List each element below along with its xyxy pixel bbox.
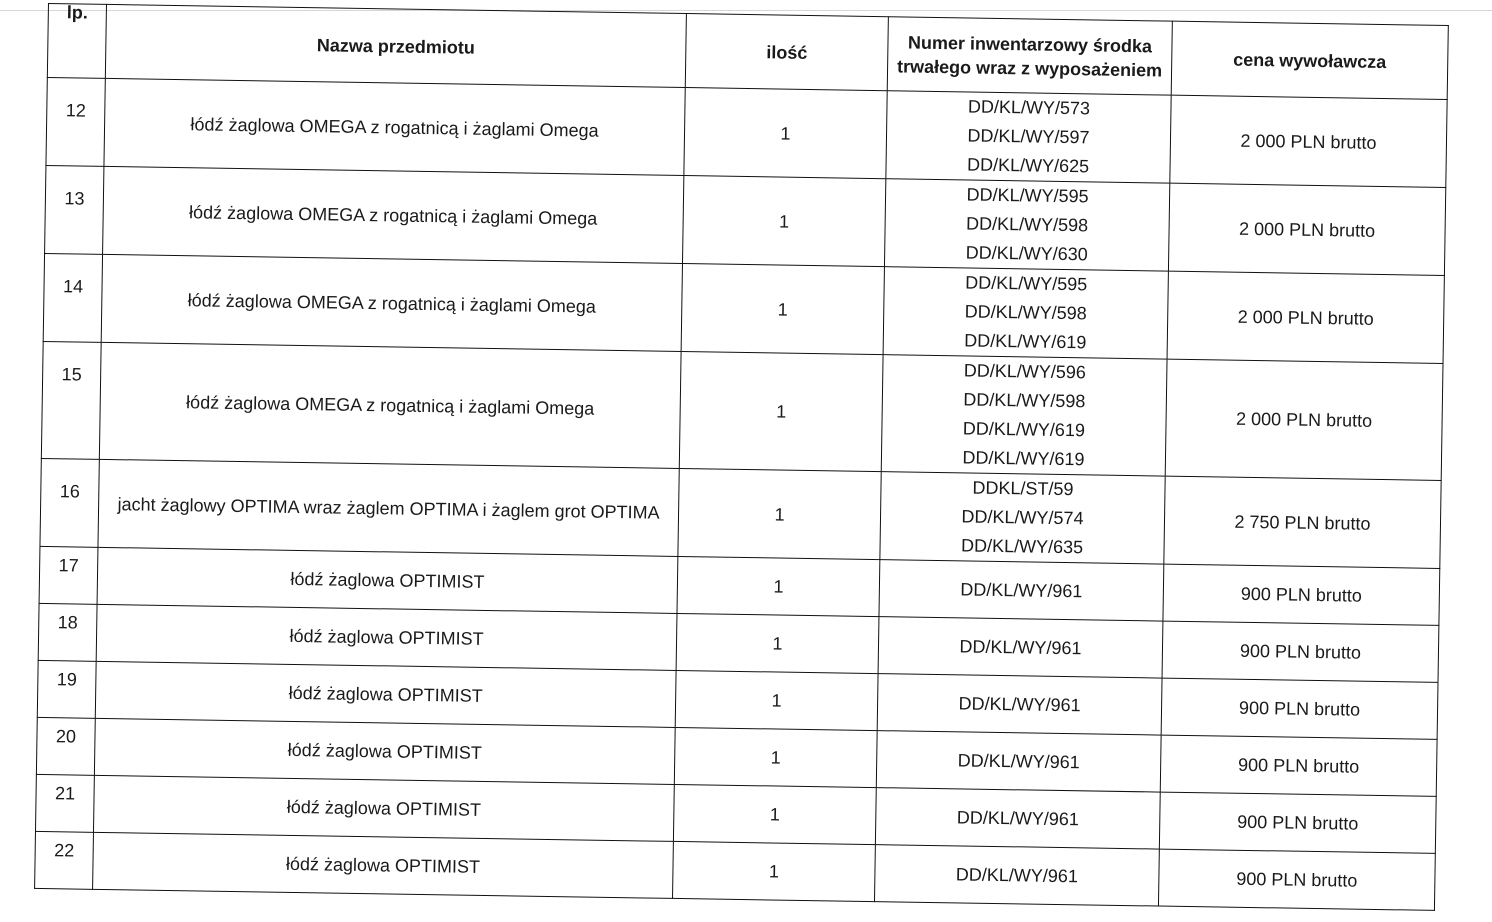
row-inventory-numbers [879,560,1164,621]
row-quantity: 1 [675,670,878,730]
inventory-number: DD/KL/WY/619 [962,418,1086,441]
inventory-number: DD/KL/WY/961 [957,749,1080,772]
row-starting-price: 2 000 PLN brutto [1170,95,1447,187]
row-starting-price: 900 PLN brutto [1158,849,1435,910]
inventory-number: DDKL/ST/59 [972,477,1074,500]
inventory-number: DD/KL/WY/598 [965,213,1089,236]
row-quantity: 1 [673,841,876,901]
row-inventory-numbers [884,179,1169,271]
row-quantity: 1 [684,88,887,179]
row-starting-price: 900 PLN brutto [1162,621,1439,682]
row-quantity: 1 [679,351,883,471]
header-lp: lp. [47,4,106,79]
row-starting-price: 900 PLN brutto [1160,735,1437,796]
row-starting-price: 2 000 PLN brutto [1165,359,1443,480]
inventory-number: DD/KL/WY/635 [960,535,1084,558]
row-quantity: 1 [673,784,876,844]
row-item-name: łódź żaglowa OPTIMIST [95,661,676,727]
header-quantity: ilość [685,14,888,91]
row-lp: 19 [37,660,96,718]
row-lp: 12 [46,77,105,166]
row-quantity: 1 [674,727,877,787]
row-quantity: 1 [678,468,881,559]
inventory-number: DD/KL/WY/595 [965,272,1088,295]
inventory-number: DD/KL/WY/573 [967,96,1091,119]
inventory-number: DD/KL/WY/598 [963,389,1086,412]
row-lp: 16 [40,458,99,547]
row-item-name: łódź żaglowa OMEGA z rogatnicą i żaglami Omega [101,254,682,351]
row-starting-price: 900 PLN brutto [1163,564,1440,625]
row-lp: 22 [35,831,94,889]
row-starting-price: 2 000 PLN brutto [1168,183,1445,275]
inventory-number: DD/KL/WY/961 [955,863,1079,886]
row-starting-price: 2 750 PLN brutto [1164,476,1441,568]
row-quantity: 1 [682,176,885,267]
inventory-number: DD/KL/WY/596 [963,360,1086,383]
row-lp: 18 [38,603,97,661]
inventory-number: DD/KL/WY/961 [958,692,1081,715]
inventory-number: DD/KL/WY/595 [966,184,1089,207]
document-table-wrapper [34,3,1448,911]
inventory-number: DD/KL/WY/630 [965,242,1088,265]
row-item-name: łódź żaglowa OMEGA z rogatnicą i żaglami Omega [103,166,684,263]
row-inventory-numbers [876,731,1161,792]
row-item-name: łódź żaglowa OMEGA z rogatnicą i żaglami Omega [99,342,681,468]
row-lp: 20 [36,717,95,775]
row-inventory-numbers [875,788,1160,849]
row-quantity: 1 [681,263,884,354]
inventory-number: DD/KL/WY/625 [966,154,1090,177]
row-lp: 21 [35,774,94,832]
row-quantity: 1 [676,613,879,673]
row-lp: 13 [45,165,104,254]
row-inventory-numbers [874,845,1159,906]
row-lp: 14 [43,253,102,342]
inventory-number: DD/KL/WY/961 [956,806,1079,829]
inventory-number: DD/KL/WY/619 [962,447,1085,470]
inventory-number: DD/KL/WY/619 [964,330,1087,353]
inventory-number: DD/KL/WY/597 [967,125,1090,148]
row-starting-price: 900 PLN brutto [1159,792,1436,853]
header-starting-price: cena wywoławcza [1171,21,1448,99]
row-inventory-numbers [877,674,1162,735]
inventory-number: DD/KL/WY/961 [960,578,1083,601]
row-inventory-numbers [881,355,1167,476]
row-lp: 15 [41,341,101,459]
inventory-number: DD/KL/WY/574 [961,506,1084,529]
row-starting-price: 2 000 PLN brutto [1167,271,1444,363]
auction-items-table [34,3,1449,911]
header-inventory-number: Numer inwentarzowy środka trwałego wraz z wyposażeniem [887,17,1172,95]
row-inventory-numbers [878,617,1163,678]
table-row [41,341,1443,480]
inventory-number: DD/KL/WY/961 [959,635,1082,658]
row-starting-price: 900 PLN brutto [1161,678,1438,739]
row-inventory-numbers [883,267,1168,359]
row-item-name: jacht żaglowy OPTIMA wraz żaglem OPTIMA i żaglem grot OPTIMA [98,459,679,556]
row-inventory-numbers [880,472,1165,564]
row-item-name: łódź żaglowa OMEGA z rogatnicą i żaglami Omega [104,78,685,175]
header-name: Nazwa przedmiotu [105,4,686,87]
row-quantity: 1 [677,556,880,616]
row-item-name: łódź żaglowa OPTIMIST [93,832,674,898]
row-lp: 17 [39,546,98,604]
row-item-name: łódź żaglowa OPTIMIST [93,775,674,841]
row-inventory-numbers [886,91,1171,183]
inventory-number: DD/KL/WY/598 [964,301,1087,324]
row-item-name: łódź żaglowa OPTIMIST [96,604,677,670]
row-item-name: łódź żaglowa OPTIMIST [97,547,678,613]
row-item-name: łódź żaglowa OPTIMIST [94,718,675,784]
